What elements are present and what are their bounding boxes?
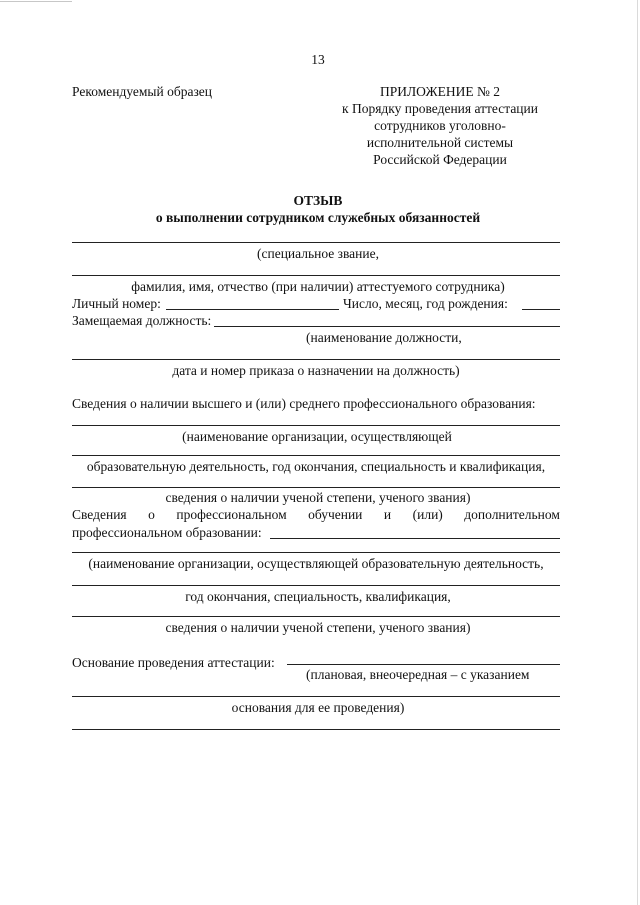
- training-word: (или): [412, 507, 443, 522]
- birthdate-fill-line[interactable]: [522, 309, 560, 310]
- recommended-sample-label: Рекомендуемый образец: [72, 84, 213, 99]
- training-hint-2: год окончания, специальность, квалификация,: [185, 589, 451, 604]
- rank-fill-line[interactable]: [72, 242, 560, 243]
- training-word: профессиональном: [176, 507, 287, 522]
- document-title: ОТЗЫВ: [293, 193, 343, 208]
- training-fill-line-1[interactable]: [72, 552, 560, 553]
- appendix-line-1: к Порядку проведения аттестации: [342, 101, 538, 116]
- education-hint-2: образовательную деятельность, год окончания, специальность и квалификация,: [86, 459, 546, 474]
- training-hint-3: сведения о наличии ученой степени, ученого звания): [165, 620, 471, 635]
- name-fill-line[interactable]: [72, 275, 560, 276]
- personal-number-fill-line[interactable]: [166, 309, 339, 310]
- basis-fill-line[interactable]: [287, 664, 560, 665]
- education-fill-line-2[interactable]: [72, 455, 560, 456]
- basis-label: Основание проведения аттестации:: [72, 655, 275, 670]
- basis-hint-2: основания для ее проведения): [231, 700, 405, 715]
- scan-edge-right: [637, 0, 638, 905]
- training-fill-line-2[interactable]: [72, 585, 560, 586]
- training-label-line-1: [72, 507, 560, 523]
- appendix-title: ПРИЛОЖЕНИЕ № 2: [379, 84, 501, 99]
- training-fill-line-0[interactable]: [270, 538, 560, 539]
- appendix-line-4: Российской Федерации: [373, 152, 507, 167]
- appendix-line-3: исполнительной системы: [366, 135, 514, 150]
- order-hint: дата и номер приказа о назначении на должность): [172, 363, 460, 378]
- education-fill-line-1[interactable]: [72, 425, 560, 426]
- basis-hint-1: (плановая, внеочередная – с указанием: [306, 667, 530, 682]
- training-hint-1: (наименование организации, осуществляющей образовательную деятельность,: [88, 556, 544, 571]
- education-label: Сведения о наличии высшего и (или) среднего профессионального образования:: [72, 396, 536, 411]
- document-subtitle: о выполнении сотрудником служебных обязанностей: [155, 210, 481, 225]
- position-label: Замещаемая должность:: [72, 313, 212, 328]
- training-word: дополнительном: [464, 507, 560, 522]
- training-word: Сведения: [72, 507, 127, 522]
- education-fill-line-3[interactable]: [72, 487, 560, 488]
- page-number: 13: [311, 52, 325, 67]
- basis-fill-line-3[interactable]: [72, 729, 560, 730]
- appendix-line-2: сотрудников уголовно-: [374, 118, 506, 133]
- education-hint-3: сведения о наличии ученой степени, ученого звания): [165, 490, 471, 505]
- position-fill-line[interactable]: [214, 326, 560, 327]
- basis-fill-line-2[interactable]: [72, 696, 560, 697]
- training-label-line-2: профессиональном образовании:: [72, 525, 262, 540]
- education-hint-1: (наименование организации, осуществляющей: [182, 429, 452, 444]
- training-word: обучении: [308, 507, 363, 522]
- training-word: о: [148, 507, 155, 522]
- birthdate-label: Число, месяц, год рождения:: [343, 296, 508, 311]
- training-fill-line-3[interactable]: [72, 616, 560, 617]
- personal-number-label: Личный номер:: [72, 296, 161, 311]
- scan-edge-top: [0, 1, 72, 2]
- rank-hint: (специальное звание,: [256, 246, 380, 261]
- order-fill-line[interactable]: [72, 359, 560, 360]
- training-word: и: [383, 507, 392, 522]
- name-hint: фамилия, имя, отчество (при наличии) аттестуемого сотрудника): [131, 279, 505, 294]
- position-hint: (наименование должности,: [306, 330, 462, 345]
